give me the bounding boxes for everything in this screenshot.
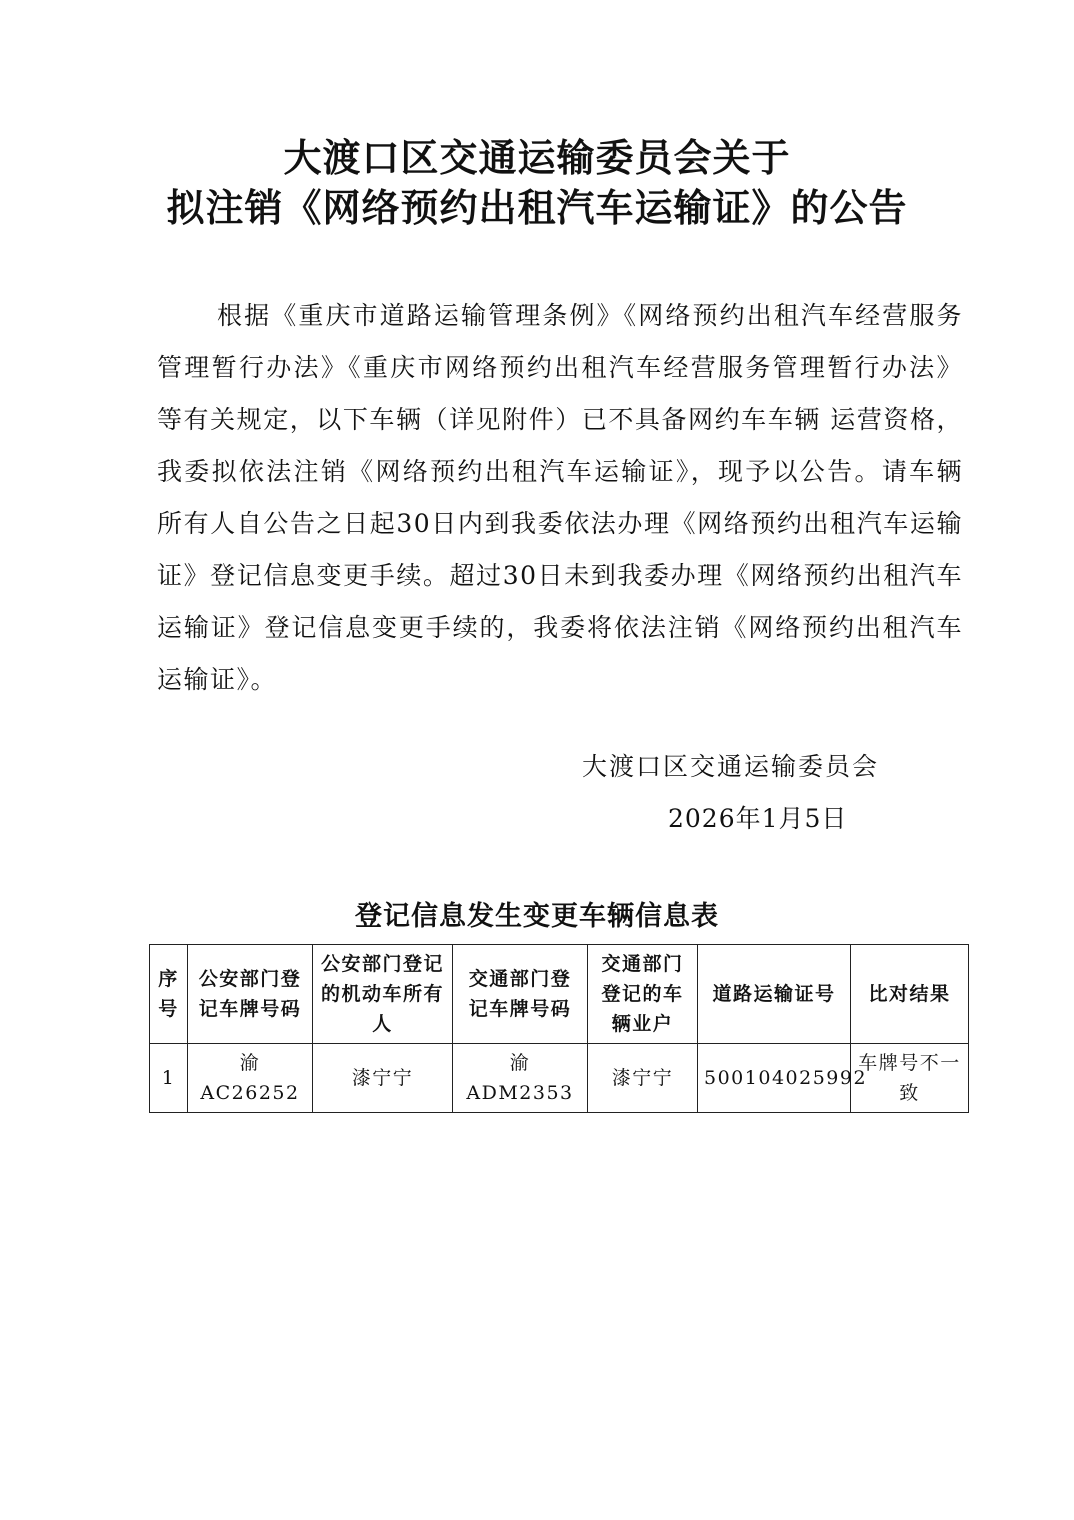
header-police-plate: 公安部门登记车牌号码 [188,945,313,1044]
announcement-body: 根据《重庆市道路运输管理条例》《网络预约出租汽车经营服务管理暂行办法》《重庆市网络预约出租汽车经营服务管理暂行办法》等有关规定，以下车辆（详见附件）已不具备网约车车辆 运营资格，我委拟依法注销《网络预约出租汽车运输证》，现予以公告。请车辆所有人自公告之日起30日内到我委依法办理《网络预约出租汽车运输证》登记信息变更手续。超过30日未到我委办理《网络预约出租汽车运输证》登记信息变更手续的，我委将依法注销《网络预约出租汽车运输证》。 [157,301,963,694]
table-row [150,1044,969,1113]
header-transport-plate: 交通部门登记车牌号码 [453,945,588,1044]
cell-seq: 1 [150,1044,188,1113]
signature-date: 2026年1月5日 [668,804,848,833]
header-police-owner: 公安部门登记的机动车所有人 [313,945,453,1044]
header-result: 比对结果 [851,945,969,1044]
table-header-row [150,945,969,1044]
header-transport-owner: 交通部门登记的车辆业户 [588,945,698,1044]
cell-result: 车牌号不一致 [851,1044,969,1113]
vehicle-info-table [149,944,969,1113]
header-license-no: 道路运输证号 [698,945,851,1044]
cell-transport-plate: 渝ADM2353 [453,1044,588,1113]
announcement-title-line-2: 拟注销《网络预约出租汽车运输证》的公告 [166,185,908,230]
cell-license-no: 500104025992 [698,1044,851,1113]
cell-transport-owner: 漆宁宁 [588,1044,698,1113]
cell-police-owner: 漆宁宁 [313,1044,453,1113]
cell-police-plate: 渝AC26252 [188,1044,313,1113]
header-seq: 序号 [150,945,188,1044]
signature-organization: 大渡口区交通运输委员会 [582,752,880,781]
table-title: 登记信息发生变更车辆信息表 [355,901,719,932]
announcement-title-line-1: 大渡口区交通运输委员会关于 [283,135,791,180]
